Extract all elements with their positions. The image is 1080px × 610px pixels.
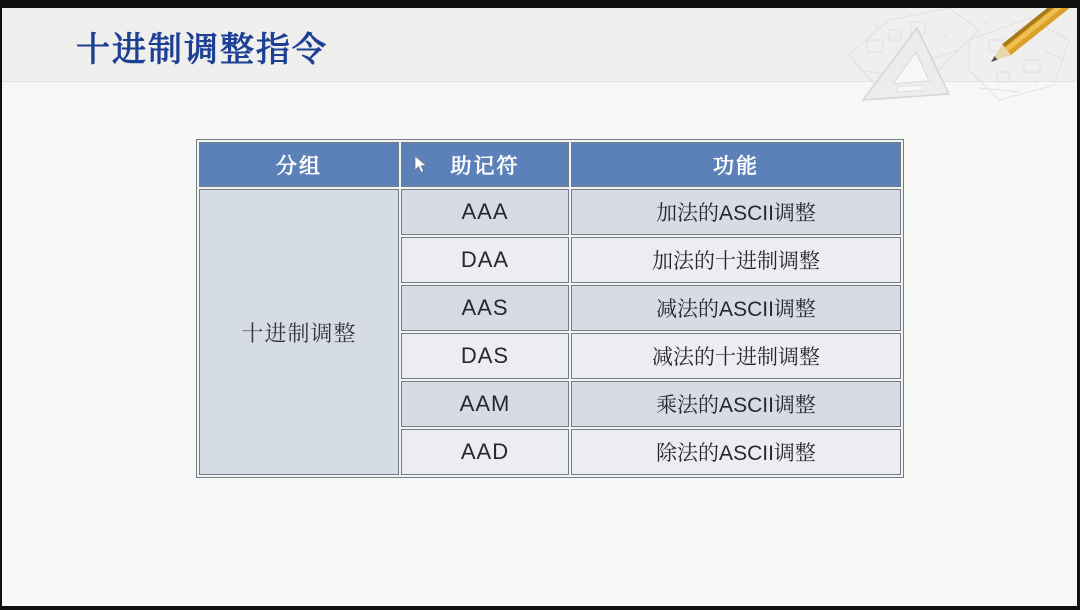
header-group: 分组 bbox=[199, 142, 399, 187]
function-cell: 减法的ASCII调整 bbox=[571, 285, 901, 331]
instruction-table-wrap bbox=[196, 139, 904, 478]
header-mnemonic bbox=[401, 142, 569, 187]
mnemonic-cell: AAS bbox=[401, 285, 569, 331]
mnemonic-cell: DAA bbox=[401, 237, 569, 283]
function-cell: 加法的ASCII调整 bbox=[571, 189, 901, 235]
header-mnemonic-label: 助记符 bbox=[450, 154, 520, 178]
function-cell: 减法的十进制调整 bbox=[571, 333, 901, 379]
slide bbox=[2, 8, 1077, 606]
header-row bbox=[199, 142, 901, 187]
instruction-table bbox=[196, 139, 904, 478]
mnemonic-cell: AAD bbox=[401, 429, 569, 475]
function-cell: 乘法的ASCII调整 bbox=[571, 381, 901, 427]
mnemonic-cell: AAA bbox=[401, 189, 569, 235]
page-title: 十进制调整指令 bbox=[76, 31, 328, 69]
table-row bbox=[199, 189, 901, 235]
function-cell: 除法的ASCII调整 bbox=[571, 429, 901, 475]
mnemonic-cell: DAS bbox=[401, 333, 569, 379]
mouse-cursor-icon bbox=[414, 155, 427, 174]
function-cell: 加法的十进制调整 bbox=[571, 237, 901, 283]
header-function: 功能 bbox=[571, 142, 901, 187]
group-cell: 十进制调整 bbox=[199, 189, 399, 475]
mnemonic-cell: AAM bbox=[401, 381, 569, 427]
